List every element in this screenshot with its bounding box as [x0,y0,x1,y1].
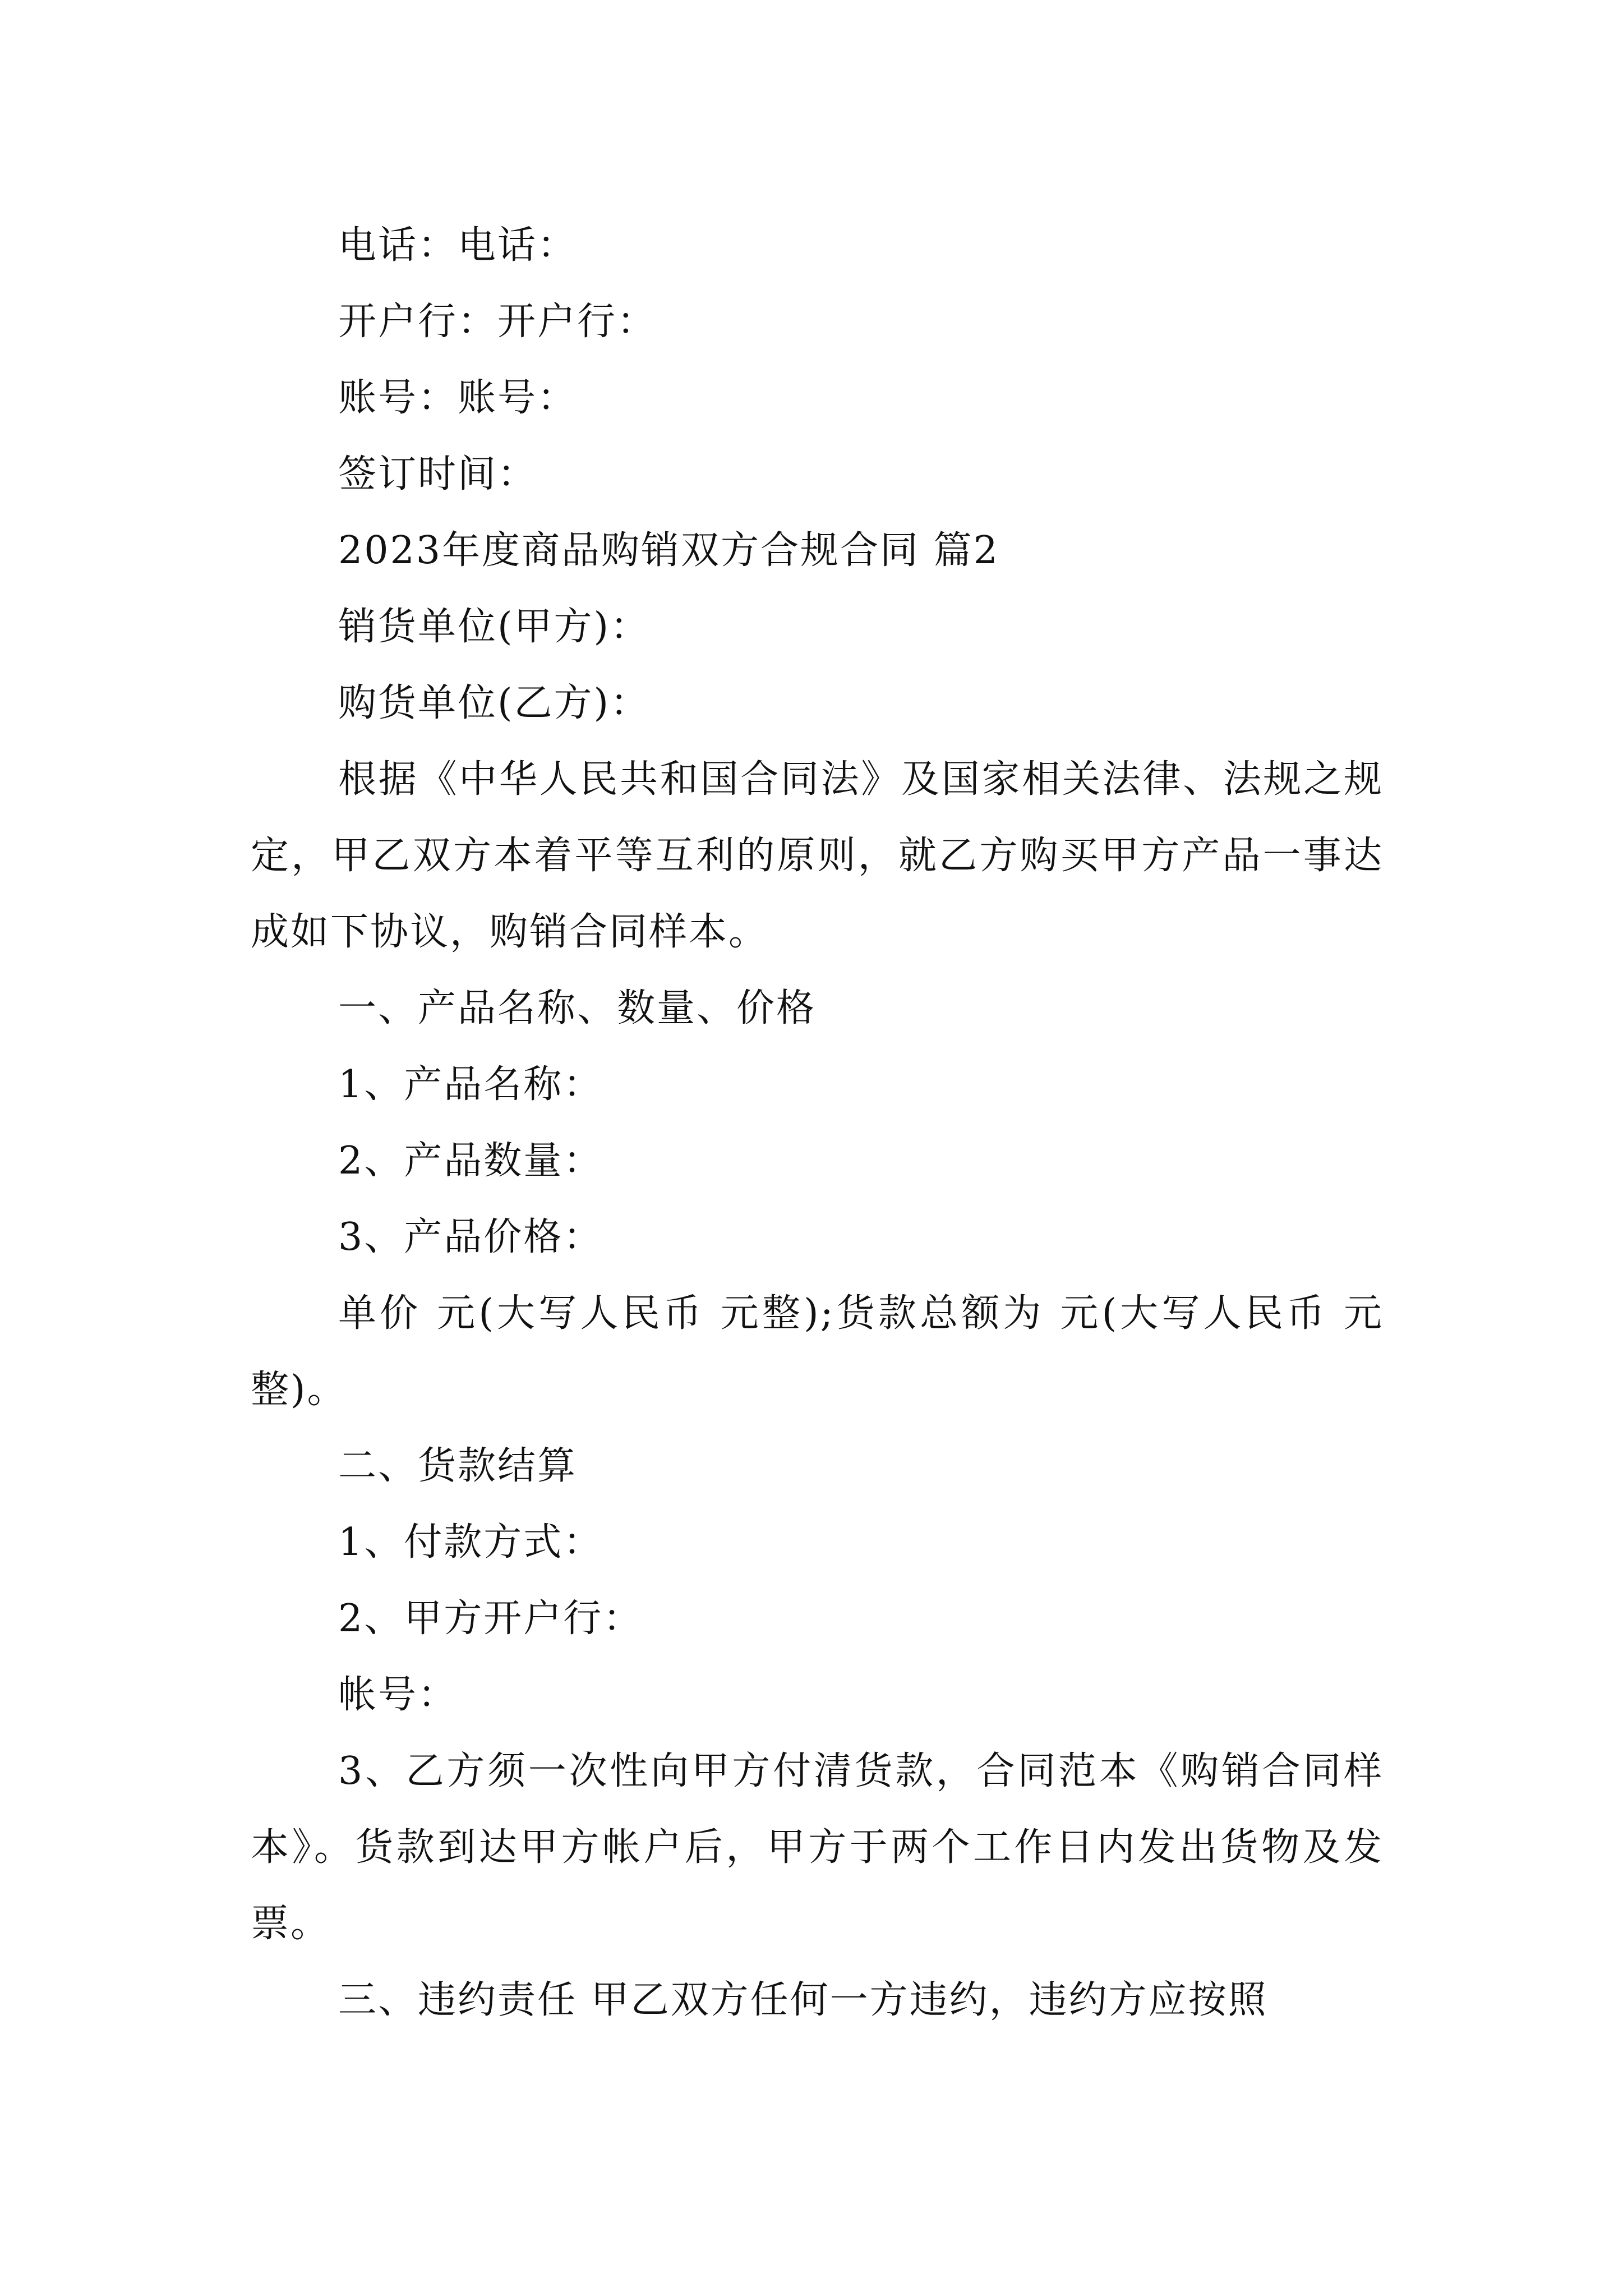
product-price-line: 3、产品价格： [338,1215,603,1259]
account-line: 账号：账号： [338,376,578,420]
section-heading: 一、产品名称、数量、价格 [338,986,817,1030]
seller-bank-line: 2、甲方开户行： [338,1596,643,1641]
bank-line: 开户行：开户行： [338,300,657,344]
product-quantity-line: 2、产品数量： [338,1139,603,1183]
phone-line: 电话：电话： [338,223,578,268]
signing-date-line: 签订时间： [338,452,538,496]
buyer-line: 购货单位(乙方)： [338,681,651,725]
section-heading: 三、违约责任 甲乙双方任何一方违约，违约方应按照 [338,1978,1268,2022]
contract-title: 2023年度商品购销双方合规合同 篇2 [338,528,999,573]
price-paragraph: 单价 元(大写人民币 元整);货款总额为 元(大写人民币 元整)。 [251,1291,1384,1412]
payment-terms-paragraph: 3、乙方须一次性向甲方付清货款，合同范本《购销合同样本》。货款到达甲方帐户后，甲方于两个工作日内发出货物及发票。 [251,1749,1384,1946]
intro-paragraph: 根据《中华人民共和国合同法》及国家相关法律、法规之规定，甲乙双方本着平等互利的原则，就乙方购买甲方产品一事达成如下协议，购销合同样本。 [251,757,1384,954]
seller-line: 销货单位(甲方)： [338,605,651,649]
seller-account-line: 帐号： [338,1673,458,1717]
payment-method-line: 1、付款方式： [338,1520,603,1565]
product-name-line: 1、产品名称： [338,1062,603,1107]
section-heading: 二、货款结算 [338,1444,578,1488]
document-body [251,208,1384,2039]
